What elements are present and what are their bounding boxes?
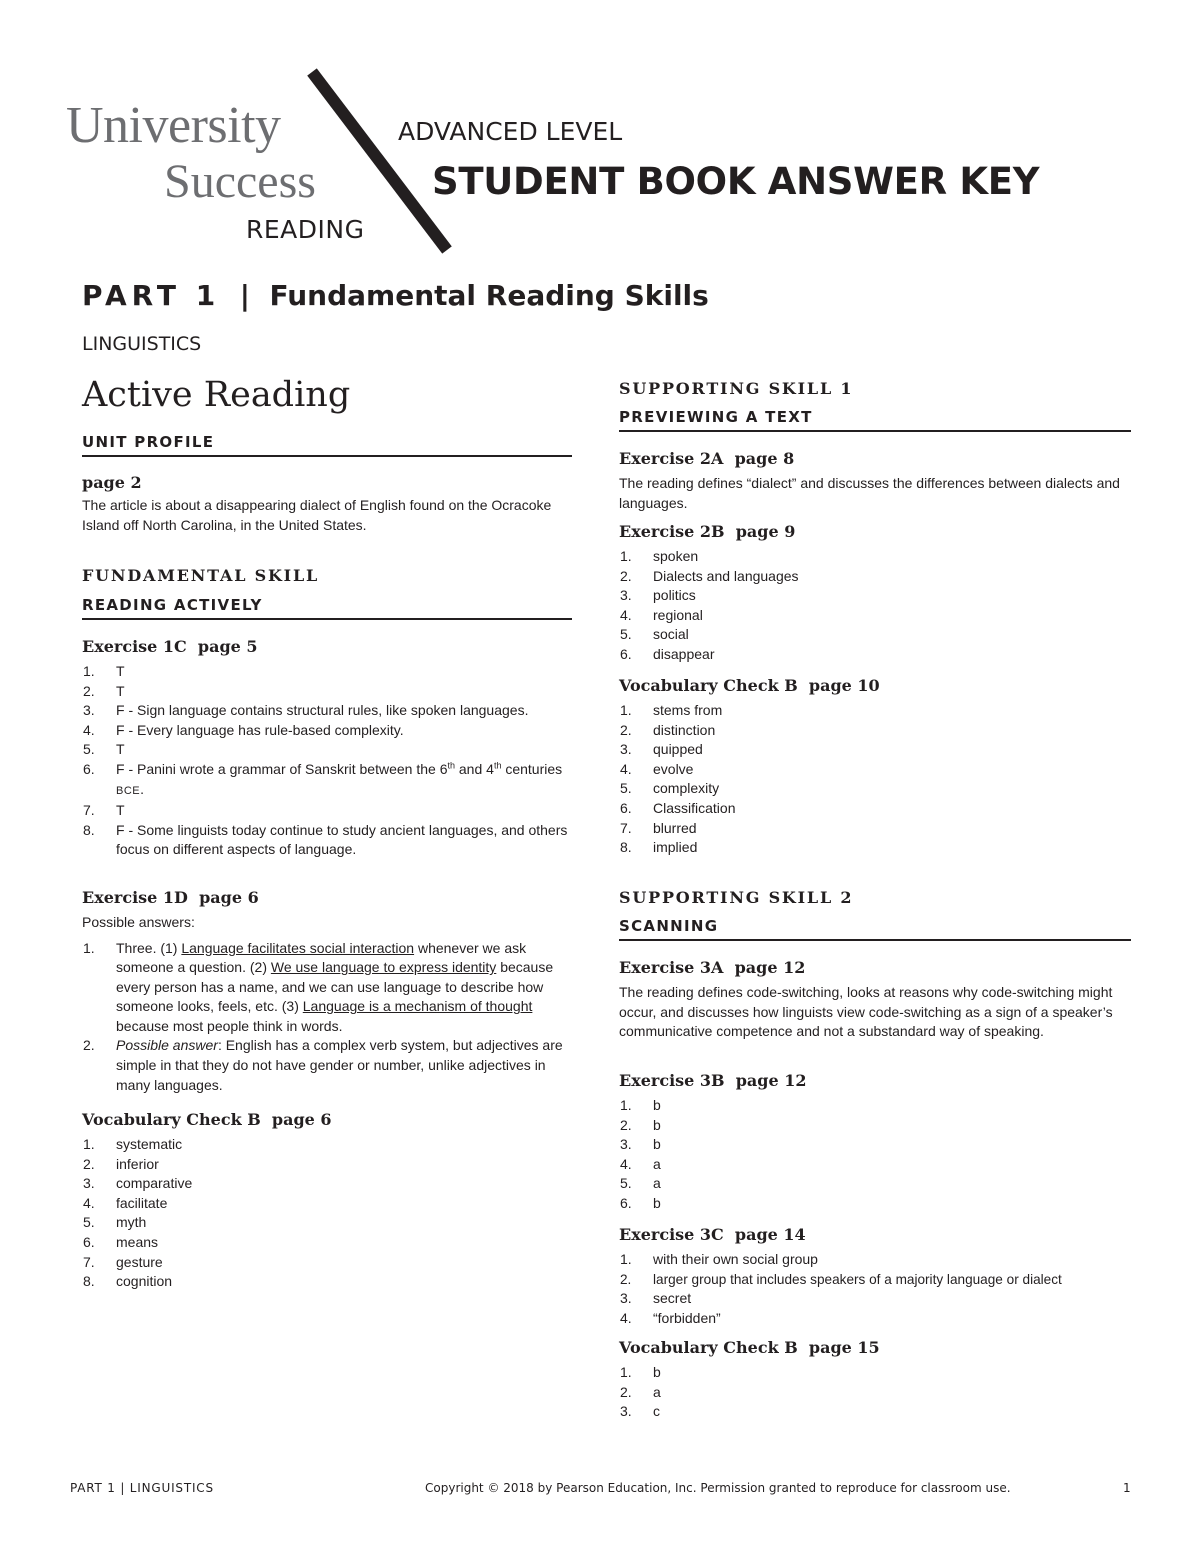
document-title: STUDENT BOOK ANSWER KEY: [432, 160, 1040, 203]
fundamental-skill-subheading: READING ACTIVELY: [82, 595, 572, 620]
list-item: 1. b: [620, 1364, 661, 1380]
list-item: 2. Possible answer: English has a complex verb system, but adjectives are simple in that they do not have gender or number, unlike adjectives in many languages.: [83, 1037, 563, 1093]
list-item: 2. b: [620, 1116, 661, 1133]
supporting-skill-1-subheading: PREVIEWING A TEXT: [619, 407, 1131, 432]
list-item: 2. distinction: [620, 721, 716, 738]
vocabulary-15-answers: [619, 1363, 1131, 1422]
list-item: 4. F - Every language has rule-based complexity.: [83, 721, 404, 738]
supporting-skill-2-subheading: SCANNING: [619, 916, 1131, 941]
fundamental-skill-heading: FUNDAMENTAL SKILL: [82, 566, 320, 585]
exercise-2a: [619, 448, 1131, 513]
list-item: 6. F - Panini wrote a grammar of Sanskrit between the 6th and 4th centuries BCE.: [83, 760, 563, 797]
vocabulary-check-b-page-6: [82, 1109, 572, 1292]
supporting-skill-2-section: [619, 888, 1131, 941]
list-item: 6. b: [620, 1194, 661, 1211]
part-separator: |: [239, 279, 250, 312]
list-item: 3. politics: [620, 587, 696, 604]
list-item: 6. means: [83, 1233, 159, 1250]
footer-copyright: Copyright © 2018 by Pearson Education, Inc. Permission granted to reproduce for classroom use.: [425, 1481, 1011, 1495]
unit-title: Active Reading: [82, 375, 351, 415]
list-item: 2. larger group that includes speakers of a majority language or dialect: [620, 1271, 1062, 1287]
brand-wordmark-line2: Success: [164, 155, 316, 208]
supporting-skill-1-heading: SUPPORTING SKILL 1: [619, 379, 854, 398]
exercise-1c-title: Exercise 1C page 5: [82, 637, 258, 656]
list-item: 4. evolve: [620, 760, 694, 777]
brand-subject: READING: [246, 215, 365, 244]
page-number: 1: [1123, 1481, 1131, 1495]
list-item: 7. T: [83, 802, 125, 819]
exercise-3a-text: The reading defines code-switching, looks at reasons why code-switching might occur, and discusses how linguists view code-switching as a sign of a speaker’s communicative competence and not a substandard way of speaking.: [619, 984, 1113, 1039]
exercise-1d-title: Exercise 1D page 6: [82, 888, 259, 907]
book-level: ADVANCED LEVEL: [398, 117, 623, 146]
vocabulary-check-10-title: Vocabulary Check B page 10: [619, 676, 880, 695]
list-item: 4. a: [620, 1155, 661, 1172]
supporting-skill-2-heading: SUPPORTING SKILL 2: [619, 888, 854, 907]
exercise-1d: [82, 887, 572, 1095]
list-item: 4. regional: [620, 606, 703, 623]
list-item: 6. Classification: [620, 799, 736, 816]
unit-profile-text: The article is about a disappearing dialect of English found on the Ocracoke Island off North Carolina, in the United States.: [82, 497, 552, 533]
list-item: 5. complexity: [620, 780, 720, 797]
list-item: 5. social: [620, 626, 689, 643]
part-label: PART 1: [82, 279, 221, 312]
list-item: 5. a: [620, 1175, 661, 1192]
list-item: 1. with their own social group: [620, 1251, 818, 1267]
brand-wordmark-line1: University: [66, 97, 281, 154]
exercise-3c-title: Exercise 3C page 14: [619, 1225, 806, 1244]
list-item: 6. disappear: [620, 645, 715, 662]
exercise-1c-answers: [82, 662, 572, 860]
list-item: 5. T: [83, 741, 125, 758]
vocabulary-10-answers: [619, 701, 1131, 858]
exercise-3a: [619, 957, 1131, 1042]
fundamental-skill-section: [82, 566, 572, 620]
exercise-3b: [619, 1070, 1131, 1214]
part-title: Fundamental Reading Skills: [269, 279, 709, 312]
unit-profile-section: [82, 432, 572, 457]
list-item: 1. stems from: [620, 702, 723, 718]
unit-profile-block: [82, 472, 572, 535]
vocabulary-check-b-page-15: [619, 1337, 1131, 1422]
list-item: 1. b: [620, 1097, 661, 1113]
footer-section-label: PART 1 | LINGUISTICS: [70, 1481, 214, 1495]
list-item: 3. F - Sign language contains structural rules, like spoken languages.: [83, 702, 529, 719]
exercise-2b: [619, 521, 1131, 665]
vocabulary-check-b-page-10: [619, 675, 1131, 858]
list-item: 3. c: [620, 1403, 660, 1420]
list-item: 1. Three. (1) Language facilitates social interaction whenever we ask someone a question. (2) We use language to express identity because every person has a name, and we can use language to describe how someone looks, feels, etc. (3) Language is a mechanism of thought because most people think in words.: [83, 939, 554, 1034]
list-item: 2. a: [620, 1383, 661, 1400]
vocabulary-answers: [82, 1135, 572, 1292]
list-item: 7. blurred: [620, 819, 697, 836]
list-item: 8. F - Some linguists today continue to study ancient languages, and others focus on different aspects of language.: [83, 821, 568, 858]
unit-profile-page: page 2: [82, 473, 142, 492]
exercise-2a-title: Exercise 2A page 8: [619, 449, 795, 468]
exercise-1d-intro: Possible answers:: [82, 914, 195, 930]
unit-profile-heading: UNIT PROFILE: [82, 432, 572, 457]
list-item: 2. T: [83, 682, 125, 699]
vocabulary-check-title: Vocabulary Check B page 6: [82, 1110, 332, 1129]
exercise-2b-title: Exercise 2B page 9: [619, 522, 796, 541]
exercise-3a-title: Exercise 3A page 12: [619, 958, 806, 977]
list-item: 3. quipped: [620, 741, 703, 758]
list-item: 4. “forbidden”: [620, 1309, 721, 1326]
list-item: 2. Dialects and languages: [620, 567, 799, 584]
list-item: 5. myth: [83, 1214, 147, 1231]
part-heading: [82, 279, 709, 312]
list-item: 8. cognition: [83, 1273, 173, 1290]
exercise-2a-text: The reading defines “dialect” and discusses the differences between dialects and languages.: [619, 475, 1120, 511]
list-item: 1. systematic: [83, 1136, 183, 1152]
exercise-3b-title: Exercise 3B page 12: [619, 1071, 807, 1090]
list-item: 1. T: [83, 663, 125, 679]
list-item: 1. spoken: [620, 548, 699, 564]
exercise-1c: [82, 636, 572, 860]
exercise-3c-answers: [619, 1250, 1131, 1328]
exercise-3b-answers: [619, 1096, 1131, 1214]
list-item: 3. b: [620, 1136, 661, 1153]
list-item: 8. implied: [620, 839, 698, 856]
list-item: 3. comparative: [83, 1175, 193, 1192]
list-item: 4. facilitate: [83, 1194, 168, 1211]
topic-label: LINGUISTICS: [82, 333, 202, 355]
exercise-2b-answers: [619, 547, 1131, 665]
vocabulary-check-15-title: Vocabulary Check B page 15: [619, 1338, 880, 1357]
list-item: 7. gesture: [83, 1253, 163, 1270]
exercise-1d-answers: [82, 939, 572, 1096]
list-item: 3. secret: [620, 1290, 692, 1307]
list-item: 2. inferior: [83, 1155, 159, 1172]
exercise-3c: [619, 1224, 1131, 1328]
supporting-skill-1-section: [619, 379, 1131, 432]
